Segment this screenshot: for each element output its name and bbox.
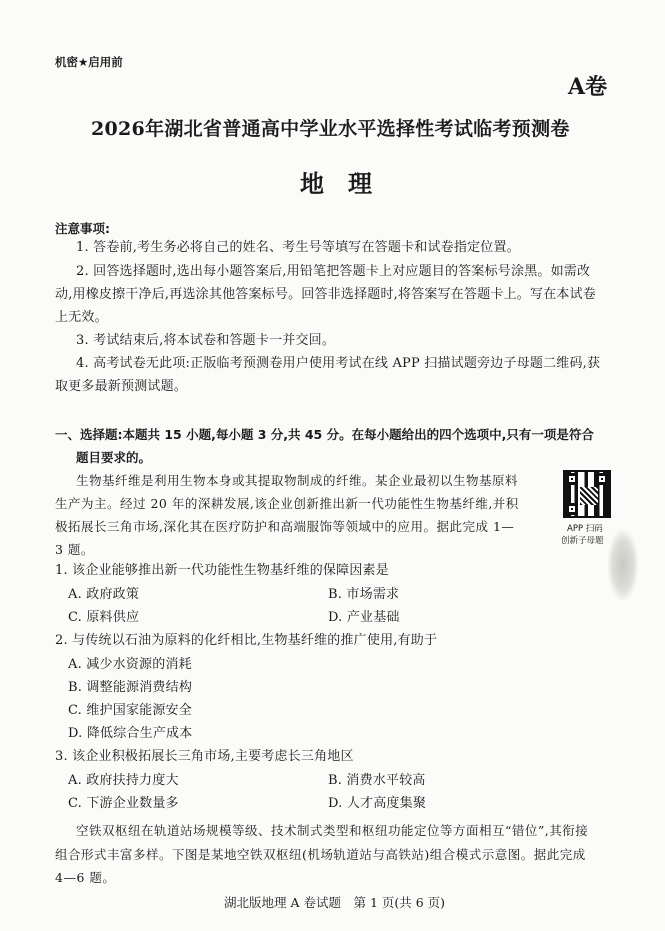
- option[interactable]: C. 原料供应: [68, 610, 140, 625]
- option[interactable]: C. 维护国家能源安全: [68, 703, 192, 718]
- option[interactable]: A. 政府政策: [68, 587, 140, 602]
- passage-line: 3 题。: [55, 542, 94, 557]
- edge-watermark: [608, 530, 638, 600]
- confidential-label: 机密★启用前: [55, 55, 123, 69]
- section-title-cont: 题目要求的。: [76, 450, 152, 465]
- qr-caption: 创新子母题: [561, 536, 604, 546]
- option[interactable]: B. 调整能源消费结构: [68, 680, 193, 695]
- notice-heading: 注意事项:: [55, 221, 110, 236]
- paper-version: A卷: [568, 74, 608, 100]
- passage-line: 极拓展长三角市场,深化其在医疗防护和高端服饰等领域中的应用。据此完成 1—: [55, 519, 515, 534]
- option[interactable]: D. 人才高度集聚: [328, 796, 427, 811]
- option[interactable]: B. 市场需求: [328, 587, 400, 602]
- passage-line: 空铁双枢纽在轨道站场规模等级、技术制式类型和枢纽功能定位等方面相互“错位”,其衔接: [76, 823, 589, 838]
- notice-line: 2. 回答选择题时,选出每小题答案后,用铅笔把答题卡上对应题目的答案标号涂黑。如需改: [76, 264, 591, 279]
- notice-line: 上无效。: [55, 310, 108, 325]
- option[interactable]: C. 下游企业数量多: [68, 796, 179, 811]
- question-stem: 2. 与传统以石油为原料的化纤相比,生物基纤维的推广使用,有助于: [55, 633, 438, 648]
- passage-line: 生产为主。经过 20 年的深耕发展,该企业创新推出新一代功能性生物基纤维,并积: [55, 496, 519, 511]
- question-stem: 3. 该企业积极拓展长三角市场,主要考虑长三角地区: [55, 749, 354, 764]
- notice-line: 取更多最新预测试题。: [55, 379, 188, 394]
- qr-caption: APP 扫码: [567, 524, 603, 534]
- option[interactable]: D. 降低综合生产成本: [68, 726, 193, 741]
- option[interactable]: B. 消费水平较高: [328, 773, 426, 788]
- qr-code[interactable]: [563, 470, 611, 518]
- notice-line: 4. 高考试卷无此项:正版临考预测卷用户使用考试在线 APP 扫描试题旁边子母题二维码,获: [76, 356, 601, 371]
- option[interactable]: D. 产业基础: [328, 610, 400, 625]
- passage-line: 4—6 题。: [55, 870, 116, 885]
- section-title: 一、选择题:本题共 15 小题,每小题 3 分,共 45 分。在每小题给出的四个选项中,只有一项是符合: [55, 427, 594, 442]
- passage-line: 组合形式丰富多样。下图是某地空铁双枢纽(机场轨道站与高铁站)组合模式示意图。据此完成: [55, 847, 586, 862]
- passage-line: 生物基纤维是利用生物本身或其提取物制成的纤维。某企业最初以生物基原料: [76, 473, 519, 488]
- notice-line: 动,用橡皮擦干净后,再选涂其他答案标号。回答非选择题时,将答案写在答题卡上。写在本试卷: [55, 287, 596, 302]
- option[interactable]: A. 减少水资源的消耗: [68, 657, 192, 672]
- notice-line: 1. 答卷前,考生务必将自己的姓名、考生号等填写在答题卡和试卷指定位置。: [76, 240, 520, 255]
- subject-title: 地 理: [300, 170, 372, 198]
- notice-line: 3. 考试结束后,将本试卷和答题卡一并交回。: [76, 333, 336, 348]
- option[interactable]: A. 政府扶持力度大: [68, 773, 179, 788]
- exam-title: 2026年湖北省普通高中学业水平选择性考试临考预测卷: [91, 118, 570, 140]
- page-footer: 湖北版地理 A 卷试题 第 1 页(共 6 页): [224, 895, 446, 910]
- question-stem: 1. 该企业能够推出新一代功能性生物基纤维的保障因素是: [55, 563, 389, 578]
